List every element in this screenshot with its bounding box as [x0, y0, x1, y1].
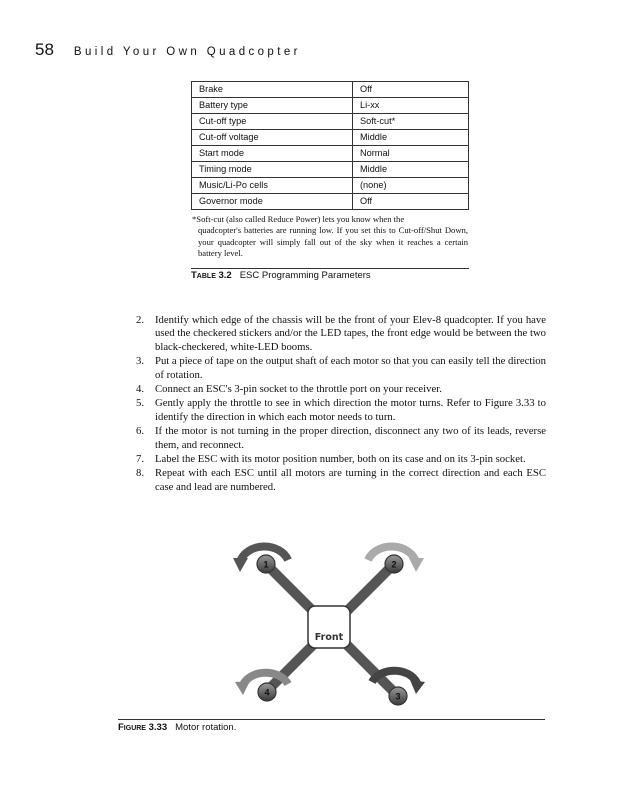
- table-caption-rule: [191, 268, 469, 269]
- table-row: [192, 82, 469, 98]
- step-text: Label the ESC with its motor position number, both on its case and on its 3-pin socket.: [155, 453, 526, 466]
- list-item: [136, 314, 546, 354]
- param-value: Li-xx: [353, 98, 469, 114]
- figure-caption-rule: [118, 719, 545, 720]
- param-value: (none): [353, 178, 469, 194]
- list-item: [136, 467, 546, 494]
- step-text: Identify which edge of the chassis will be the front of your Elev-8 quadcopter. If you have used the checkered stickers and/or the LED tapes, the front edge would be between the two black-checkered, white-LED booms.: [155, 314, 546, 353]
- table-caption-text: ESC Programming Parameters: [239, 270, 371, 281]
- figure-caption-label: Figure 3.33: [118, 722, 168, 733]
- step-number: 4.: [136, 383, 145, 396]
- param-name: Governor mode: [192, 194, 353, 210]
- param-name: Timing mode: [192, 162, 353, 178]
- param-name: Start mode: [192, 146, 353, 162]
- footnote-line-1: *Soft-cut (also called Reduce Power) lets you know when the: [192, 214, 405, 224]
- front-label: Front: [314, 632, 344, 643]
- table-row: [192, 178, 469, 194]
- table-row: [192, 146, 469, 162]
- param-value: Normal: [353, 146, 469, 162]
- list-item: [136, 453, 546, 466]
- list-item: [136, 425, 546, 452]
- param-name: Cut-off type: [192, 114, 353, 130]
- page-number: 58: [35, 40, 54, 59]
- table-row: [192, 194, 469, 210]
- table-row: [192, 162, 469, 178]
- param-value: Off: [353, 82, 469, 98]
- motor-4-label: 4: [264, 687, 270, 698]
- table-row: [192, 114, 469, 130]
- param-name: Cut-off voltage: [192, 130, 353, 146]
- running-title: Build Your Own Quadcopter: [73, 46, 301, 58]
- step-number: 6.: [136, 425, 145, 438]
- page-header: [35, 40, 301, 60]
- list-item: [136, 397, 546, 424]
- footnote-continuation: quadcopter's batteries are running low. If you set this to Cut-off/Shut Down, your quadcopter will simply fall out of the sky when it reaches a certain battery level.: [198, 225, 468, 259]
- figure-caption-text: Motor rotation.: [175, 722, 237, 733]
- param-name: Brake: [192, 82, 353, 98]
- step-text: Repeat with each ESC until all motors are turning in the correct direction and each ESC case and lead are numbered.: [155, 467, 546, 493]
- step-number: 5.: [136, 397, 145, 410]
- step-number: 3.: [136, 355, 145, 368]
- step-text: Gently apply the throttle to see in which direction the motor turns. Refer to Figure 3.33 to identify the direction in which each motor needs to turn.: [155, 397, 546, 423]
- table-footnote: [192, 214, 468, 260]
- table-caption: [191, 270, 371, 281]
- table-row: [192, 98, 469, 114]
- motor-1-label: 1: [263, 559, 269, 570]
- param-value: Middle: [353, 162, 469, 178]
- esc-parameters-table: [191, 81, 469, 210]
- instruction-list: [136, 314, 546, 495]
- list-item: [136, 355, 546, 382]
- figure-caption: [118, 722, 236, 733]
- motor-3-label: 3: [395, 691, 401, 702]
- motor-rotation-diagram: [200, 530, 440, 710]
- step-number: 8.: [136, 467, 145, 480]
- table-caption-label: Table 3.2: [191, 270, 232, 281]
- step-text: Connect an ESC's 3-pin socket to the throttle port on your receiver.: [155, 383, 442, 396]
- table-row: [192, 130, 469, 146]
- param-value: Off: [353, 194, 469, 210]
- param-name: Music/Li-Po cells: [192, 178, 353, 194]
- motor-2-label: 2: [391, 559, 397, 570]
- param-value: Soft-cut*: [353, 114, 469, 130]
- step-text: If the motor is not turning in the proper direction, disconnect any two of its leads, reverse them, and reconnect.: [155, 425, 546, 451]
- param-value: Middle: [353, 130, 469, 146]
- list-item: [136, 383, 546, 396]
- step-text: Put a piece of tape on the output shaft of each motor so that you can easily tell the direction of rotation.: [155, 355, 546, 381]
- step-number: 7.: [136, 453, 145, 466]
- step-number: 2.: [136, 314, 145, 326]
- param-name: Battery type: [192, 98, 353, 114]
